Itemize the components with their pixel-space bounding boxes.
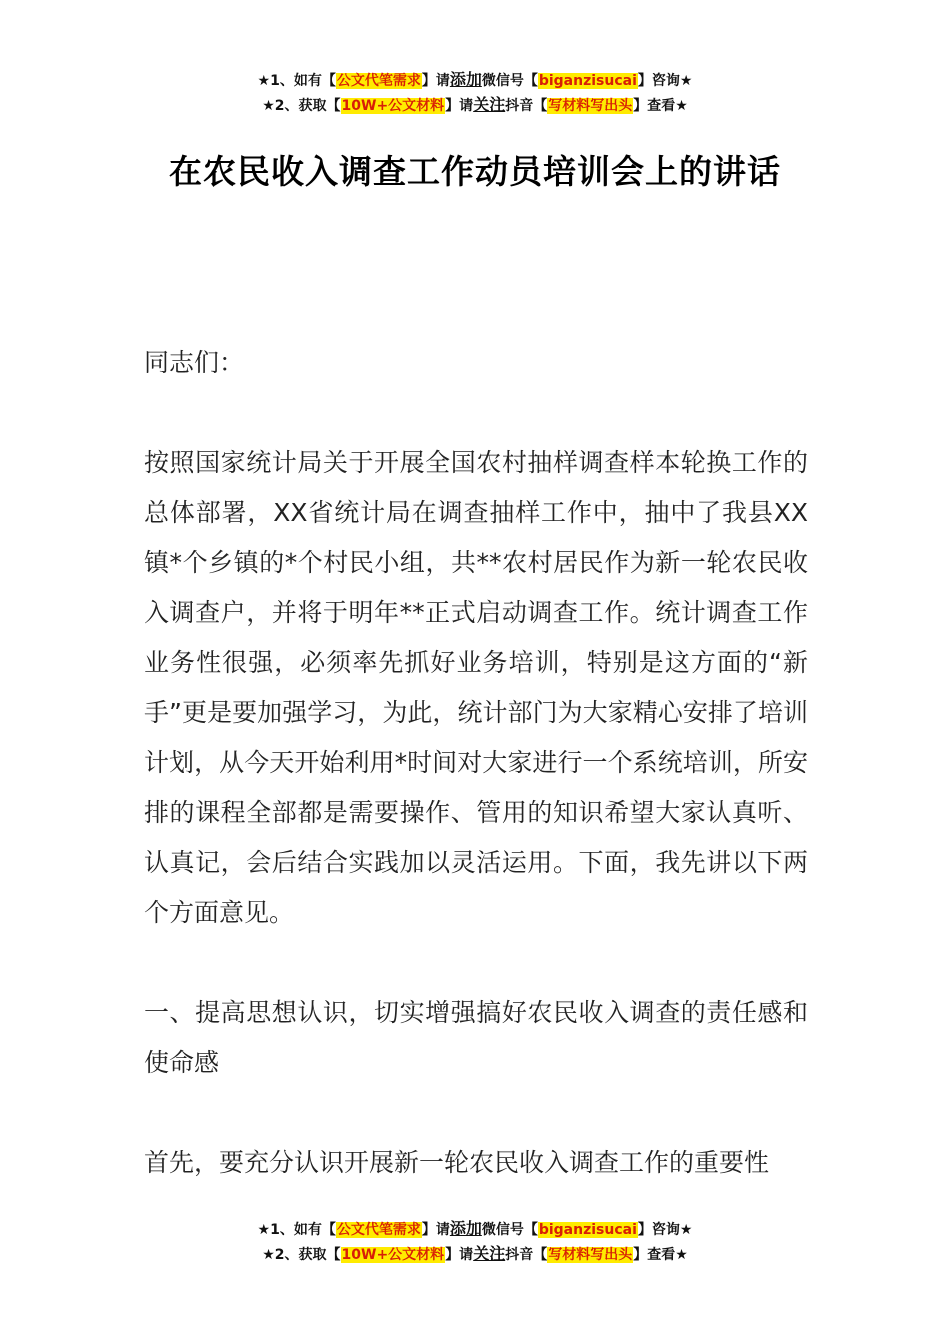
notice-text: ★1、如有【 (257, 1222, 336, 1238)
notice-line-2 (0, 93, 950, 118)
document-title: 在农民收入调查工作动员培训会上的讲话 (169, 152, 781, 191)
notice-text: ★2、获取【 (262, 1247, 341, 1263)
douyin-id-highlight: 写材料写出头 (548, 98, 633, 114)
notice-text: 】请 (421, 73, 450, 89)
notice-text: 微信号【 (481, 1222, 538, 1238)
notice-line-1 (0, 1217, 950, 1242)
notice-emphasis: 关注 (473, 95, 506, 114)
notice-text: 】查看★ (633, 98, 688, 114)
notice-highlight: 公文代笔需求 (336, 73, 421, 89)
notice-highlight: 10W+公文材料 (341, 1247, 445, 1263)
notice-text: 抖音【 (505, 98, 548, 114)
paragraph-spacer (144, 1088, 808, 1138)
salutation: 同志们： (144, 348, 245, 377)
notice-emphasis: 添加 (449, 70, 482, 89)
notice-line-1 (0, 68, 950, 93)
body-paragraph: 首先，要充分认识开展新一轮农民收入调查工作的重要性 (144, 1148, 770, 1177)
section-heading: 一、提高思想认识，切实增强搞好农民收入调查的责任感和使命感 (144, 998, 808, 1077)
notice-text: ★1、如有【 (257, 73, 336, 89)
notice-text: 】查看★ (633, 1247, 688, 1263)
notice-text: 微信号【 (481, 73, 538, 89)
notice-text: ★2、获取【 (262, 98, 341, 114)
notice-emphasis: 关注 (473, 1244, 506, 1263)
notice-highlight: 10W+公文材料 (341, 98, 445, 114)
notice-text: 】请 (445, 1247, 474, 1263)
wechat-id-highlight: biganzisucai (538, 73, 637, 89)
body-paragraph: 按照国家统计局关于开展全国农村抽样调查样本轮换工作的总体部署，XX省统计局在调查抽样工作中，抽中了我县XX镇*个乡镇的*个村民小组，共**农村居民作为新一轮农民收入调查户，并将于明年**正式启动调查工作。统计调查工作业务性很强，必须率先抓好业务培训，特别是这方面的“新手”更是要加强学习，为此，统计部门为大家精心安排了培训计划，从今天开始利用*时间对大家进行一个系统培训，所安排的课程全部都是需要操作、管用的知识希望大家认真听、认真记，会后结合实践加以灵活运用。下面，我先讲以下两个方面意见。 (144, 448, 808, 927)
notice-line-2 (0, 1242, 950, 1267)
notice-text: 】请 (445, 98, 474, 114)
footer-notice (0, 1217, 950, 1267)
notice-text: 抖音【 (505, 1247, 548, 1263)
notice-highlight: 公文代笔需求 (336, 1222, 421, 1238)
notice-emphasis: 添加 (449, 1219, 482, 1238)
douyin-id-highlight: 写材料写出头 (548, 1247, 633, 1263)
wechat-id-highlight: biganzisucai (538, 1222, 637, 1238)
header-notice (0, 68, 950, 118)
notice-text: 】咨询★ (637, 1222, 693, 1238)
paragraph-spacer (144, 938, 808, 988)
notice-text: 】请 (421, 1222, 450, 1238)
document-body (144, 338, 808, 1188)
paragraph-spacer (144, 388, 808, 438)
notice-text: 】咨询★ (637, 73, 693, 89)
